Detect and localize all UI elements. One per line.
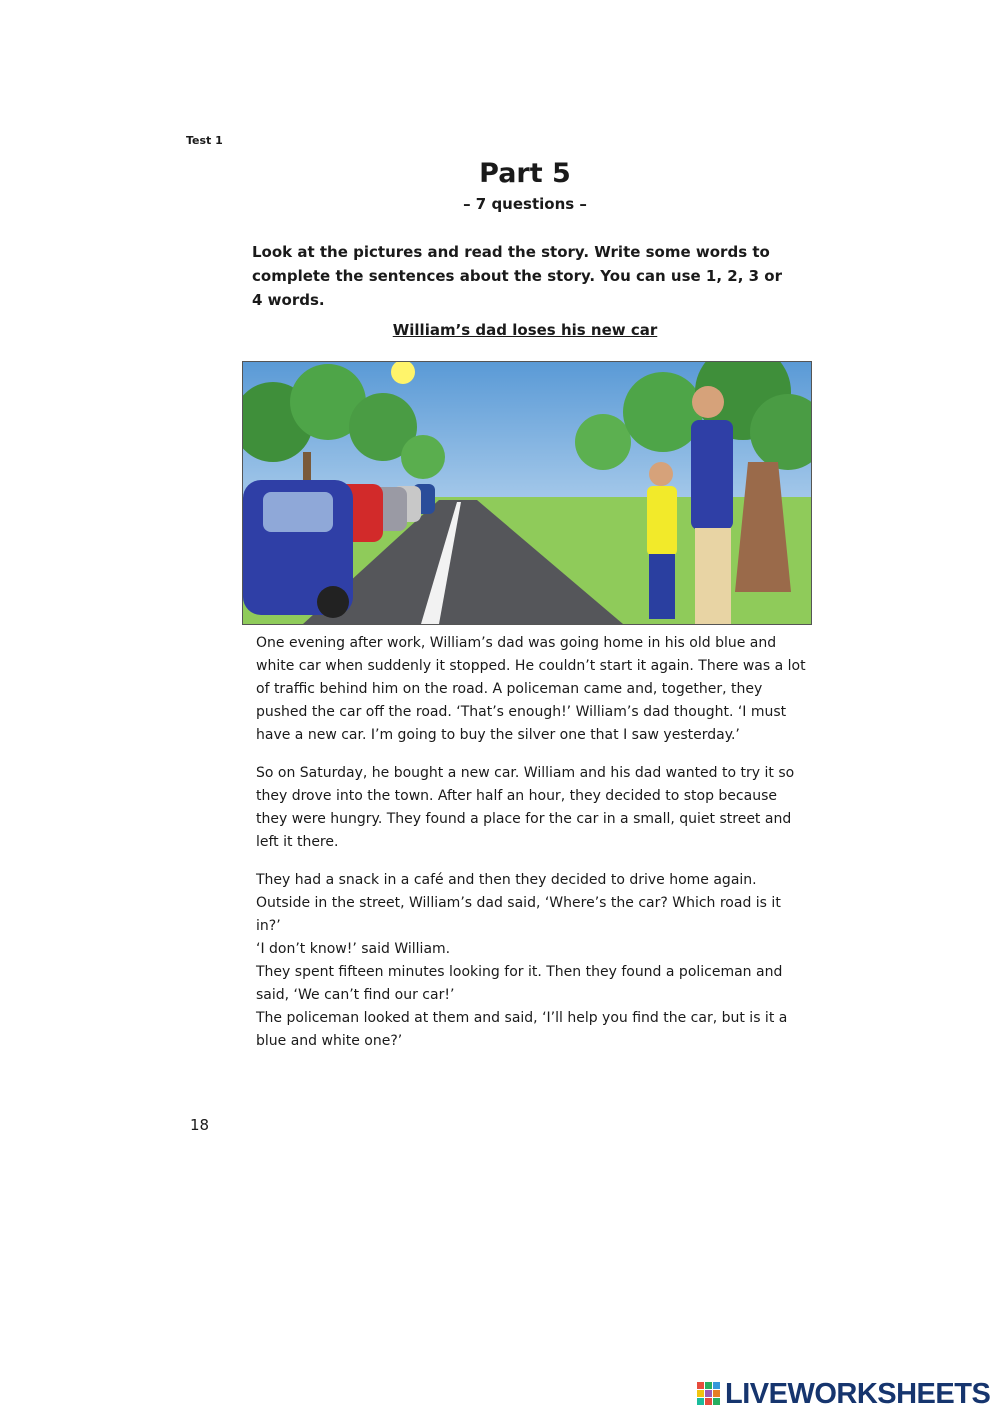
question-count: – 7 questions – xyxy=(463,195,587,213)
story-title: William’s dad loses his new car xyxy=(392,321,658,339)
story-paragraph-3 xyxy=(256,869,806,1053)
paragraph-line: They had a snack in a café and then they decided to drive home again. Outside in the street, William’s dad said, ‘Where’s the car? Which road is it in?’ xyxy=(256,872,781,934)
story-illustration xyxy=(242,361,812,625)
dad-figure xyxy=(691,386,733,624)
page-number: 18 xyxy=(190,1116,210,1134)
story-paragraph-1 xyxy=(256,632,806,747)
paragraph-line: The policeman looked at them and said, ‘I’ll help you find the car, but is it a blue and white one?’ xyxy=(256,1010,788,1049)
page-title: Part 5 xyxy=(479,158,571,189)
instructions: Look at the pictures and read the story. Write some words to complete the sentences about the story. You can use 1, 2, 3 or 4 words. xyxy=(252,243,782,309)
liveworksheets-logo-icon xyxy=(697,1382,721,1406)
paragraph-line: They spent fifteen minutes looking for it. Then they found a policeman and said, ‘We can’t find our car!’ xyxy=(256,964,783,1003)
paragraph-text: So on Saturday, he bought a new car. William and his dad wanted to try it so they drove into the town. After half an hour, they decided to stop because they were hungry. They found a place for the car in a small, quiet street and left it there. xyxy=(256,765,795,850)
paragraph-text: One evening after work, William’s dad was going home in his old blue and white car when suddenly it stopped. He couldn’t start it again. There was a lot of traffic behind him on the road. A policeman came and, together, they pushed the car off the road. ‘That’s enough!’ William’s dad thought. ‘I must have a new car. I’m going to buy the silver one that I saw yesterday.’ xyxy=(256,635,806,743)
story-paragraph-2 xyxy=(256,762,806,854)
liveworksheets-brand[interactable] xyxy=(697,1378,990,1410)
paragraph-line: ‘I don’t know!’ said William. xyxy=(256,941,451,957)
sun-icon xyxy=(391,361,415,384)
test-label: Test 1 xyxy=(186,134,223,147)
brand-name: LIVEWORKSHEETS xyxy=(725,1377,991,1410)
